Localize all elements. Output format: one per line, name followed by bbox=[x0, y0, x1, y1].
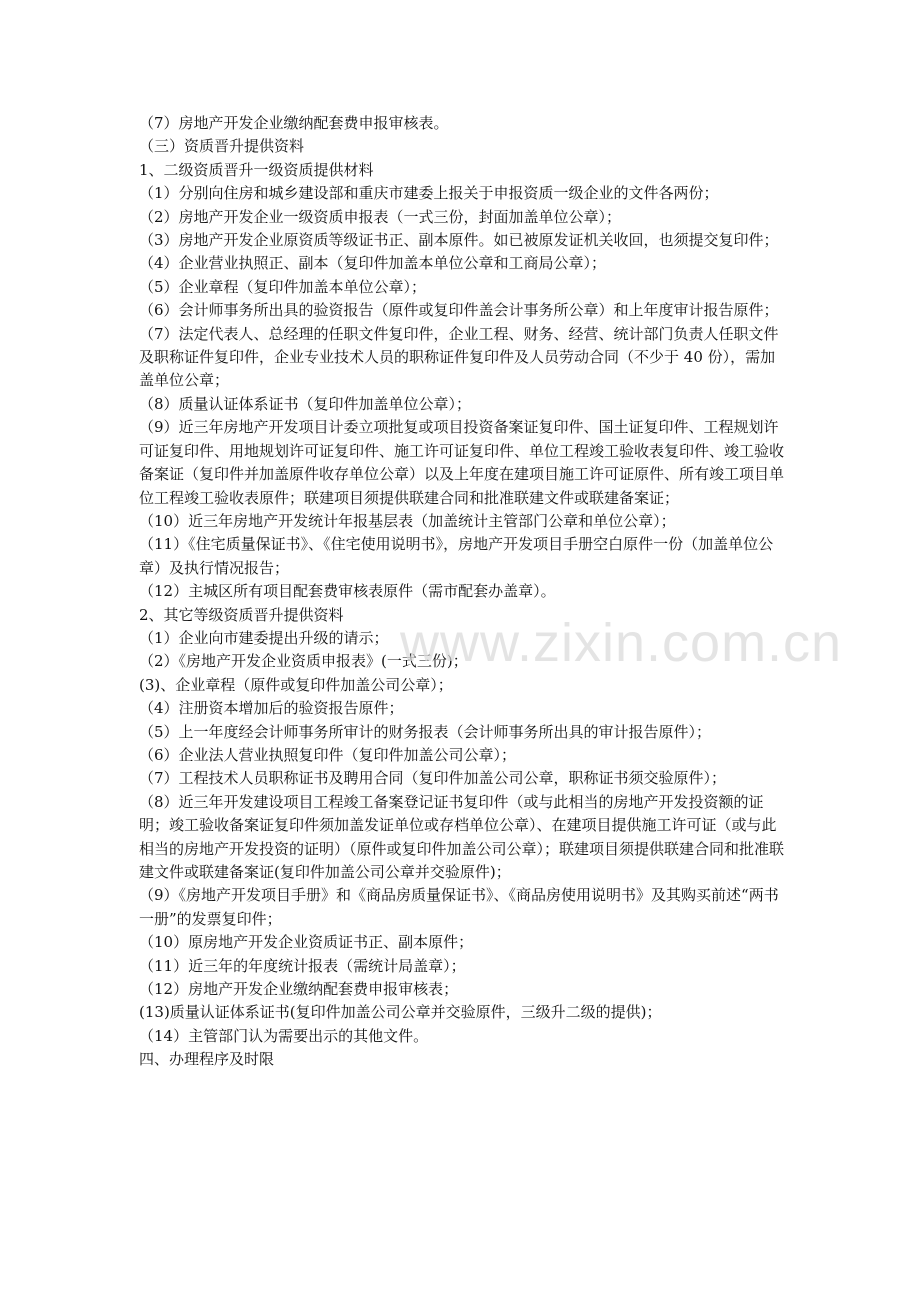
text-line: 1、二级资质晋升一级资质提供材料 bbox=[139, 160, 374, 179]
text-line: 四、办理程序及时限 bbox=[139, 1050, 275, 1069]
text-line: （6）企业法人营业执照复印件（复印件加盖公司公章）； bbox=[139, 745, 517, 764]
text-line: （三）资质晋升提供资料 bbox=[139, 137, 305, 156]
text-line: （2）《房地产开发企业资质申报表》(一式三份)； bbox=[139, 652, 468, 671]
text-line: （3）房地产开发企业原资质等级证书正、副本原件。如已被原发证机关收回，也须提交复印件； bbox=[139, 231, 779, 250]
text-line: （12）房地产开发企业缴纳配套费申报审核表； bbox=[139, 980, 459, 999]
text-line: （8）质量认证体系证书（复印件加盖单位公章）； bbox=[139, 394, 472, 413]
text-line: （8）近三年开发建设项目工程竣工备案登记证书复印件（或与此相当的房地产开发投资额的证明；竣工验收备案证复印件须加盖发证单位或存档单位公章）、在建项目提供施工许可证（或与此相当的房地产开发投资的证明）（原件或复印件加盖公司公章）；联建项目须提供联建合同和批准联建文件或联建备案证(复印件加盖公司公章并交验原件)； bbox=[139, 792, 785, 881]
text-line: （11）近三年的年度统计报表（需统计局盖章）； bbox=[139, 956, 466, 975]
text-line: （1）企业向市建委提出升级的请示； bbox=[139, 628, 389, 647]
text-line: （10）近三年房地产开发统计年报基层表（加盖统计主管部门公章和单位公章）； bbox=[139, 511, 676, 530]
text-line: (3)、企业章程（原件或复印件加盖公司公章）； bbox=[139, 675, 453, 694]
document-body bbox=[139, 112, 789, 1072]
text-line: （4）企业营业执照正、副本（复印件加盖本单位公章和工商局公章）； bbox=[139, 254, 607, 273]
text-line: （7）工程技术人员职称证书及聘用合同（复印件加盖公司公章，职称证书须交验原件）； bbox=[139, 769, 727, 788]
text-line: （5）企业章程（复印件加盖本单位公章）； bbox=[139, 277, 427, 296]
text-line: （5）上一年度经会计师事务所审计的财务报表（会计师事务所出具的审计报告原件）； bbox=[139, 722, 712, 741]
text-line: 2、其它等级资质晋升提供资料 bbox=[139, 605, 344, 624]
text-line: （12）主城区所有项目配套费审核表原件（需市配套办盖章）。 bbox=[139, 582, 556, 601]
text-line: （6）会计师事务所出具的验资报告（原件或复印件盖会计事务所公章）和上年度审计报告原件； bbox=[139, 301, 779, 320]
text-line: （9）《房地产开发项目手册》和《商品房质量保证书》、《商品房使用说明书》及其购买前述“两书一册”的发票复印件； bbox=[139, 886, 779, 928]
text-line: （7）房地产开发企业缴纳配套费申报审核表。 bbox=[139, 114, 449, 132]
text-line: （9）近三年房地产开发项目计委立项批复或项目投资备案证复印件、国土证复印件、工程规划许可证复印件、用地规划许可证复印件、施工许可证复印件、单位工程竣工验收表复印件、竣工验收备案证（复印件并加盖原件收存单位公章）以及上年度在建项目施工许可证原件、所有竣工项目单位工程竣工验收表原件；联建项目须提供联建合同和批准联建文件或联建备案证； bbox=[139, 418, 785, 507]
text-line: （2）房地产开发企业一级资质申报表（一式三份，封面加盖单位公章）； bbox=[139, 207, 622, 226]
text-line: （14）主管部门认为需要出示的其他文件。 bbox=[139, 1026, 429, 1045]
text-line: （10）原房地产开发企业资质证书正、副本原件； bbox=[139, 933, 474, 952]
text-line: (13)质量认证体系证书(复印件加盖公司公章并交验原件，三级升二级的提供)； bbox=[139, 1003, 662, 1022]
text-line: （7）法定代表人、总经理的任职文件复印件，企业工程、财务、经营、统计部门负责人任职文件及职称证件复印件，企业专业技术人员的职称证件复印件及人员劳动合同（不少于 40 份），需加盖单位公章； bbox=[139, 324, 779, 390]
text-line: （11）《住宅质量保证书》、《住宅使用说明书》，房地产开发项目手册空白原件一份（加盖单位公章）及执行情况报告； bbox=[139, 535, 774, 577]
text-line: （1）分别向住房和城乡建设部和重庆市建委上报关于申报资质一级企业的文件各两份； bbox=[139, 184, 719, 203]
text-line: （4）注册资本增加后的验资报告原件； bbox=[139, 699, 404, 718]
watermark: www.zixin.com.cn bbox=[400, 613, 843, 673]
